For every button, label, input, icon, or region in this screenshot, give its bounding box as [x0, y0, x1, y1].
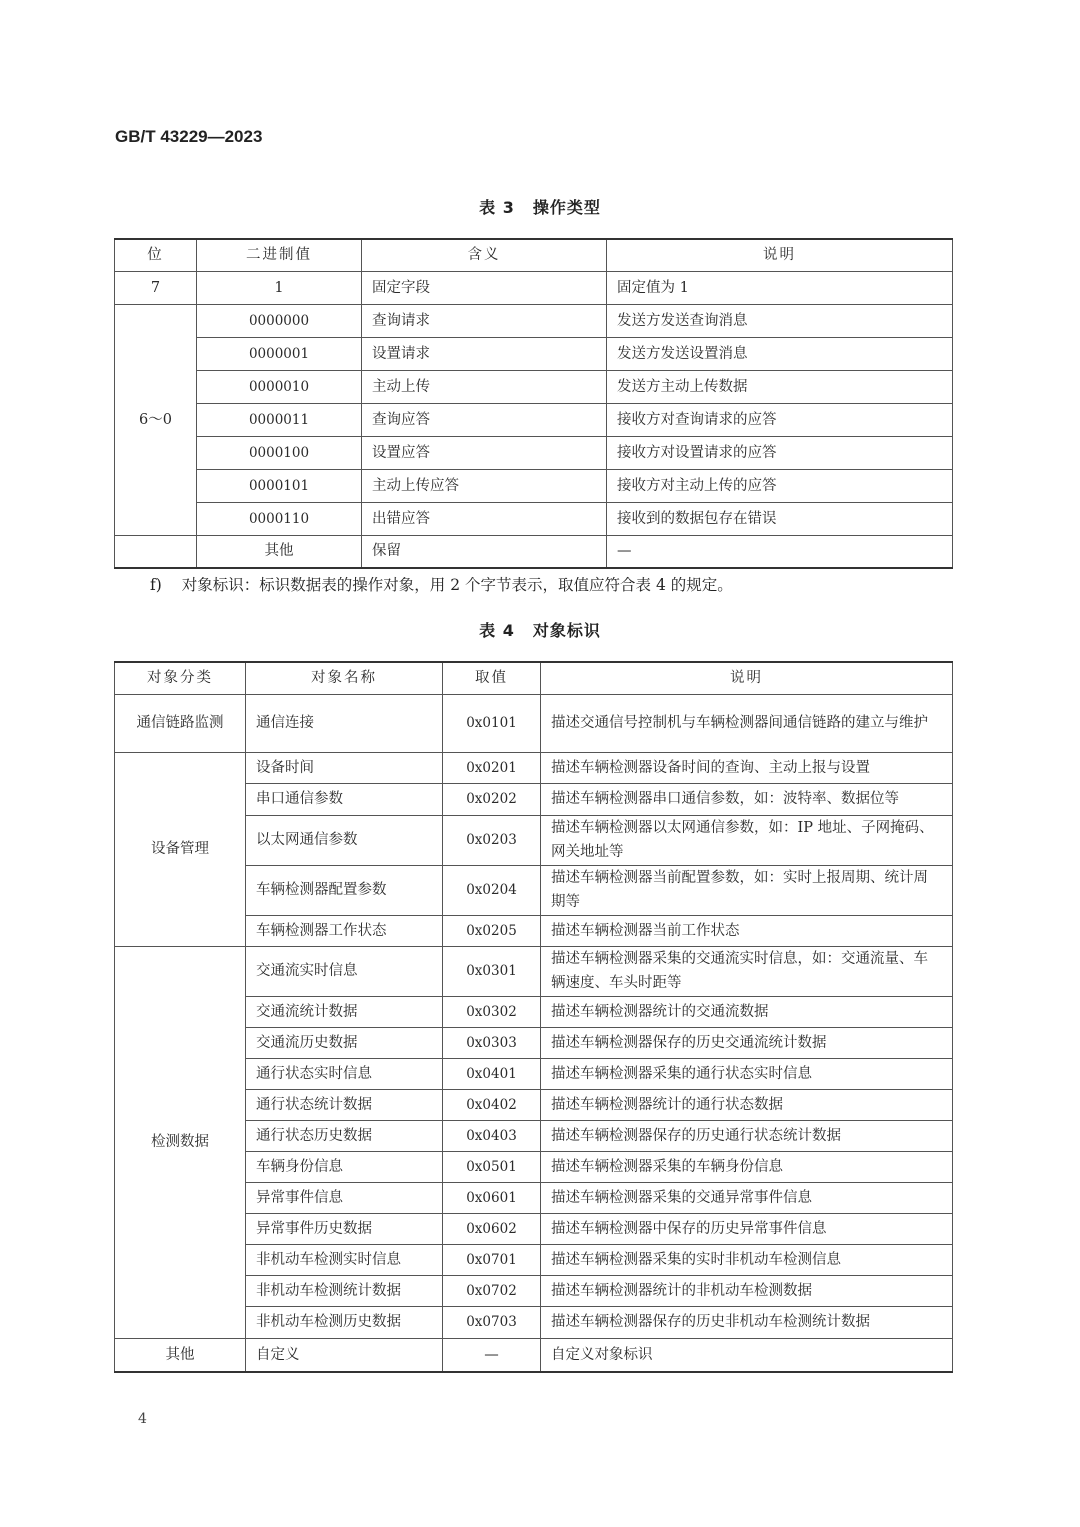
description-cell: 接收方对查询请求的应答 — [607, 403, 953, 436]
object-name-cell: 交通流实时信息 — [246, 946, 443, 996]
table-row — [115, 694, 953, 752]
object-value-cell: 0x0204 — [443, 865, 541, 915]
object-description-cell: 描述车辆检测器统计的通行状态数据 — [541, 1089, 953, 1120]
object-value-cell: 0x0701 — [443, 1244, 541, 1275]
table4-header-description: 说明 — [541, 662, 953, 694]
object-name-cell: 车辆检测器配置参数 — [246, 865, 443, 915]
meaning-cell: 主动上传应答 — [362, 469, 607, 502]
description-cell: 接收方对设置请求的应答 — [607, 436, 953, 469]
table4-caption-number: 表 4 — [479, 621, 515, 640]
description-cell: 发送方主动上传数据 — [607, 370, 953, 403]
table4-header-row — [115, 662, 953, 694]
table-row — [115, 535, 953, 568]
table4-header-name: 对象名称 — [246, 662, 443, 694]
table3-header-description: 说明 — [607, 239, 953, 271]
note-paragraph — [150, 573, 733, 595]
object-name-cell: 通行状态实时信息 — [246, 1058, 443, 1089]
object-description-cell: 描述车辆检测器采集的实时非机动车检测信息 — [541, 1244, 953, 1275]
meaning-cell: 固定字段 — [362, 271, 607, 304]
table-row — [115, 403, 953, 436]
table4-object-identifiers — [114, 661, 953, 1373]
binary-value-cell: 0000110 — [197, 502, 362, 535]
note-label: f) — [150, 576, 162, 594]
category-cell: 设备管理 — [115, 752, 246, 946]
object-description-cell: 描述车辆检测器保存的历史非机动车检测统计数据 — [541, 1306, 953, 1338]
object-name-cell: 以太网通信参数 — [246, 815, 443, 865]
description-cell: 发送方发送设置消息 — [607, 337, 953, 370]
table-row — [115, 304, 953, 337]
object-description-cell: 自定义对象标识 — [541, 1338, 953, 1372]
object-value-cell: 0x0205 — [443, 915, 541, 946]
object-value-cell: 0x0601 — [443, 1182, 541, 1213]
table4-header-value: 取值 — [443, 662, 541, 694]
meaning-cell: 主动上传 — [362, 370, 607, 403]
meaning-cell: 设置应答 — [362, 436, 607, 469]
object-name-cell: 车辆检测器工作状态 — [246, 915, 443, 946]
category-cell: 通信链路监测 — [115, 694, 246, 752]
object-description-cell: 描述车辆检测器串口通信参数，如：波特率、数据位等 — [541, 783, 953, 815]
table-row — [115, 436, 953, 469]
object-value-cell: 0x0301 — [443, 946, 541, 996]
table4-header-category: 对象分类 — [115, 662, 246, 694]
object-description-cell: 描述车辆检测器设备时间的查询、主动上报与设置 — [541, 752, 953, 783]
bit-group-cell: 6～0 — [115, 304, 197, 535]
object-name-cell: 设备时间 — [246, 752, 443, 783]
meaning-cell: 查询请求 — [362, 304, 607, 337]
object-description-cell: 描述车辆检测器保存的历史通行状态统计数据 — [541, 1120, 953, 1151]
table3-caption-title: 操作类型 — [532, 198, 601, 217]
object-value-cell: 0x0203 — [443, 815, 541, 865]
bit-cell: 7 — [115, 271, 197, 304]
table3-header-binary-value: 二进制值 — [197, 239, 362, 271]
standard-code: GB/T 43229—2023 — [115, 127, 263, 146]
object-value-cell: 0x0401 — [443, 1058, 541, 1089]
binary-value-cell: 0000101 — [197, 469, 362, 502]
object-value-cell: 0x0501 — [443, 1151, 541, 1182]
object-description-cell: 描述车辆检测器采集的车辆身份信息 — [541, 1151, 953, 1182]
object-value-cell: 0x0402 — [443, 1089, 541, 1120]
object-name-cell: 异常事件历史数据 — [246, 1213, 443, 1244]
object-name-cell: 交通流统计数据 — [246, 996, 443, 1027]
object-description-cell: 描述车辆检测器当前配置参数，如：实时上报周期、统计周期等 — [541, 865, 953, 915]
object-name-cell: 自定义 — [246, 1338, 443, 1372]
object-description-cell: 描述车辆检测器采集的交通异常事件信息 — [541, 1182, 953, 1213]
table-row — [115, 1338, 953, 1372]
description-cell: 固定值为 1 — [607, 271, 953, 304]
table-row — [115, 502, 953, 535]
table3-caption-number: 表 3 — [479, 198, 515, 217]
note-text: 对象标识：标识数据表的操作对象，用 2 个字节表示，取值应符合表 4 的规定。 — [181, 576, 733, 594]
category-cell: 检测数据 — [115, 946, 246, 1338]
object-name-cell: 通信连接 — [246, 694, 443, 752]
binary-value-cell: 0000010 — [197, 370, 362, 403]
meaning-cell: 出错应答 — [362, 502, 607, 535]
table4-caption — [0, 618, 1080, 641]
object-name-cell: 通行状态统计数据 — [246, 1089, 443, 1120]
table3-header-row — [115, 239, 953, 271]
object-description-cell: 描述车辆检测器以太网通信参数，如：IP 地址、子网掩码、网关地址等 — [541, 815, 953, 865]
binary-value-cell: 0000001 — [197, 337, 362, 370]
object-name-cell: 异常事件信息 — [246, 1182, 443, 1213]
object-value-cell: 0x0101 — [443, 694, 541, 752]
table-row — [115, 946, 953, 996]
table3-header-meaning: 含义 — [362, 239, 607, 271]
object-description-cell: 描述车辆检测器当前工作状态 — [541, 915, 953, 946]
object-description-cell: 描述车辆检测器统计的非机动车检测数据 — [541, 1275, 953, 1306]
object-value-cell: 0x0303 — [443, 1027, 541, 1058]
object-name-cell: 车辆身份信息 — [246, 1151, 443, 1182]
object-name-cell: 交通流历史数据 — [246, 1027, 443, 1058]
binary-value-cell: 0000011 — [197, 403, 362, 436]
table-row — [115, 752, 953, 783]
object-value-cell: 0x0202 — [443, 783, 541, 815]
object-value-cell: 0x0602 — [443, 1213, 541, 1244]
meaning-cell: 设置请求 — [362, 337, 607, 370]
object-value-cell: 0x0201 — [443, 752, 541, 783]
page-number: 4 — [138, 1411, 147, 1427]
category-cell: 其他 — [115, 1338, 246, 1372]
description-cell: — — [607, 535, 953, 568]
binary-value-cell: 0000000 — [197, 304, 362, 337]
description-cell: 接收到的数据包存在错误 — [607, 502, 953, 535]
description-cell: 接收方对主动上传的应答 — [607, 469, 953, 502]
meaning-cell: 查询应答 — [362, 403, 607, 436]
object-name-cell: 非机动车检测历史数据 — [246, 1306, 443, 1338]
table-row — [115, 271, 953, 304]
binary-value-cell: 0000100 — [197, 436, 362, 469]
object-name-cell: 非机动车检测统计数据 — [246, 1275, 443, 1306]
table-row — [115, 337, 953, 370]
binary-value-cell: 1 — [197, 271, 362, 304]
table3-operation-types — [114, 238, 953, 569]
object-description-cell: 描述车辆检测器中保存的历史异常事件信息 — [541, 1213, 953, 1244]
object-name-cell: 通行状态历史数据 — [246, 1120, 443, 1151]
object-description-cell: 描述车辆检测器采集的交通流实时信息，如：交通流量、车辆速度、车头时距等 — [541, 946, 953, 996]
meaning-cell: 保留 — [362, 535, 607, 568]
object-description-cell: 描述车辆检测器统计的交通流数据 — [541, 996, 953, 1027]
object-name-cell: 非机动车检测实时信息 — [246, 1244, 443, 1275]
table4-caption-title: 对象标识 — [532, 621, 601, 640]
table-row — [115, 469, 953, 502]
object-value-cell: 0x0302 — [443, 996, 541, 1027]
object-description-cell: 描述交通信号控制机与车辆检测器间通信链路的建立与维护 — [541, 694, 953, 752]
object-value-cell: 0x0403 — [443, 1120, 541, 1151]
table3-header-bit: 位 — [115, 239, 197, 271]
table-row — [115, 370, 953, 403]
description-cell: 发送方发送查询消息 — [607, 304, 953, 337]
object-name-cell: 串口通信参数 — [246, 783, 443, 815]
object-description-cell: 描述车辆检测器采集的通行状态实时信息 — [541, 1058, 953, 1089]
table3-caption — [0, 195, 1080, 218]
object-description-cell: 描述车辆检测器保存的历史交通流统计数据 — [541, 1027, 953, 1058]
object-value-cell: 0x0703 — [443, 1306, 541, 1338]
binary-value-cell: 其他 — [197, 535, 362, 568]
bit-cell-empty — [115, 535, 197, 568]
object-value-cell: 0x0702 — [443, 1275, 541, 1306]
object-value-cell: — — [443, 1338, 541, 1372]
